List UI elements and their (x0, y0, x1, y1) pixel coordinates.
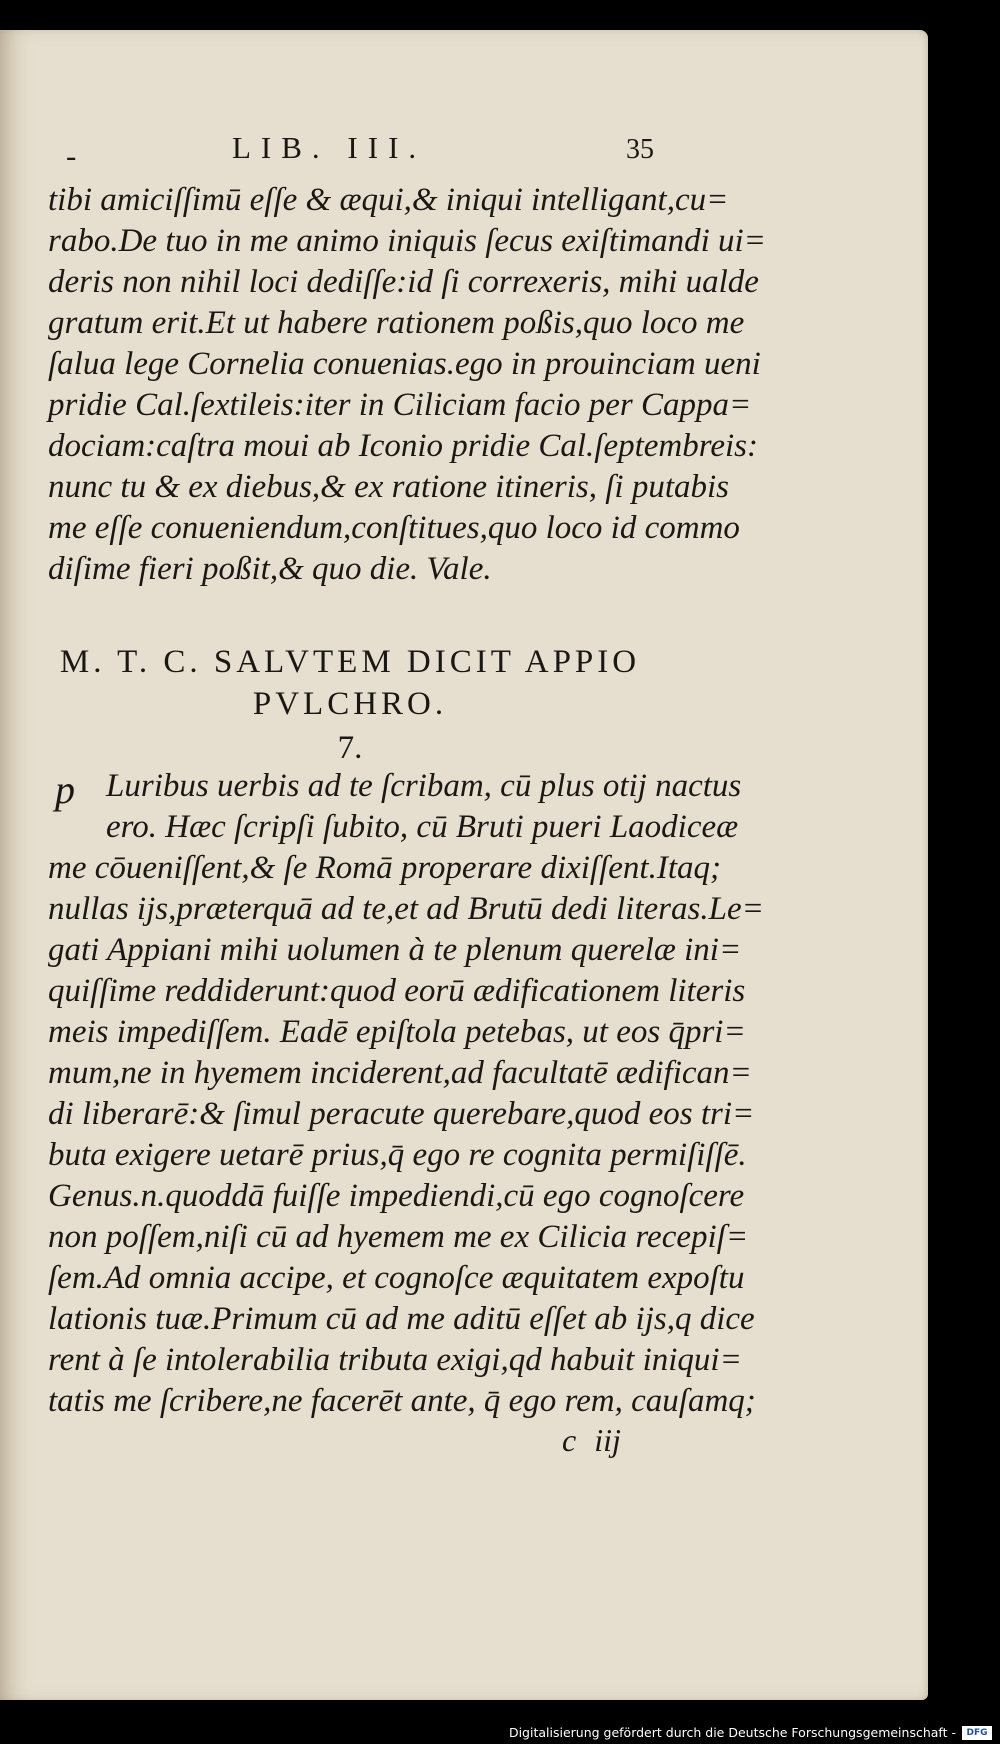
text-line: ero. Hæc ſcripſi ſubito, cū Bruti pueri Laodiceæ (106, 809, 739, 845)
running-title: LIB. III. (232, 130, 427, 165)
text-line: gati Appiani mihi uolumen à te plenum querelæ ini= (48, 932, 742, 968)
text-line: lationis tuæ.Primum cū ad me aditū eſſet ab ijs,q dice (48, 1301, 755, 1337)
book-page (0, 30, 928, 1700)
text-line: tatis me ſcribere,ne facerēt ante, q̄ ego rem, cauſamq; (48, 1383, 756, 1419)
text-line: me cōueniſſent,& ſe Romā properare dixiſſent.Itaq; (48, 850, 721, 886)
text-line: quiſſime reddiderunt:quod eorū ædificationem literis (48, 973, 746, 1009)
page-number: 35 (626, 134, 654, 165)
text-line: Genus.n.quoddā fuiſſe impediendi,cū ego cognoſcere (48, 1178, 745, 1214)
text-line: tibi amiciſſimū eſſe & æqui,& iniqui intelligant,cu= (48, 182, 729, 218)
text-line: non poſſem,niſi cū ad hyemem me ex Cilicia recepiſ= (48, 1219, 749, 1255)
letter-number: 7. (337, 730, 363, 766)
text-line: rent à ſe intolerabilia tributa exigi,qd habuit iniqui= (48, 1342, 742, 1378)
header-mark: - (66, 138, 77, 173)
text-line: pridie Cal.ſextileis:iter in Ciliciam facio per Cappa= (48, 387, 752, 423)
letter-heading: M. T. C. SALVTEM DICIT APPIO (59, 644, 641, 680)
signature-mark: c iij (562, 1422, 621, 1458)
text-line: di liberarē:& ſimul peracute querebare,quod eos tri= (48, 1096, 755, 1132)
text-line: mum,ne in hyemem inciderent,ad facultatē ædifican= (48, 1055, 752, 1091)
dfg-logo: DFG (962, 1726, 992, 1740)
text-line: ſalua lege Cornelia conuenias.ego in prouinciam ueni (48, 346, 761, 382)
text-line: gratum erit.Et ut habere rationem poßis,quo loco me (48, 305, 745, 341)
footer-bar (0, 1722, 1000, 1744)
text-line: ſem.Ad omnia accipe, et cognoſce æquitatem expoſtu (48, 1260, 745, 1296)
text-line: nunc tu & ex diebus,& ex ratione itineris, ſi putabis (48, 469, 729, 505)
funding-credit: Digitalisierung gefördert durch die Deutsche Forschungsgemeinschaft - (508, 1725, 956, 1740)
drop-cap: p (55, 767, 75, 812)
text-line: deris non nihil loci dediſſe:id ſi correxeris, mihi ualde (48, 264, 759, 300)
text-line: buta exigere uetarē prius,q̄ ego re cognita permiſiſſē. (48, 1137, 747, 1173)
letter-heading-addressee: PVLCHRO. (252, 686, 448, 722)
text-line: Luribus uerbis ad te ſcribam, cū plus otij nactus (106, 768, 742, 804)
text-line: meis impediſſem. Eadē epiſtola petebas, ut eos q̄pri= (48, 1014, 746, 1050)
text-line: me eſſe conueniendum,conſtitues,quo loco id commo (48, 510, 740, 546)
running-header (0, 130, 928, 174)
text-line: diſime fieri poßit,& quo die. Vale. (48, 551, 492, 587)
text-line: dociam:caſtra moui ab Iconio pridie Cal.ſeptembreis: (48, 428, 758, 464)
page-text-block (0, 30, 928, 1700)
text-line: nullas ijs,præterquā ad te,et ad Brutū dedi literas.Le= (48, 891, 764, 927)
text-line: rabo.De tuo in me animo iniquis ſecus exiſtimandi ui= (48, 223, 766, 259)
